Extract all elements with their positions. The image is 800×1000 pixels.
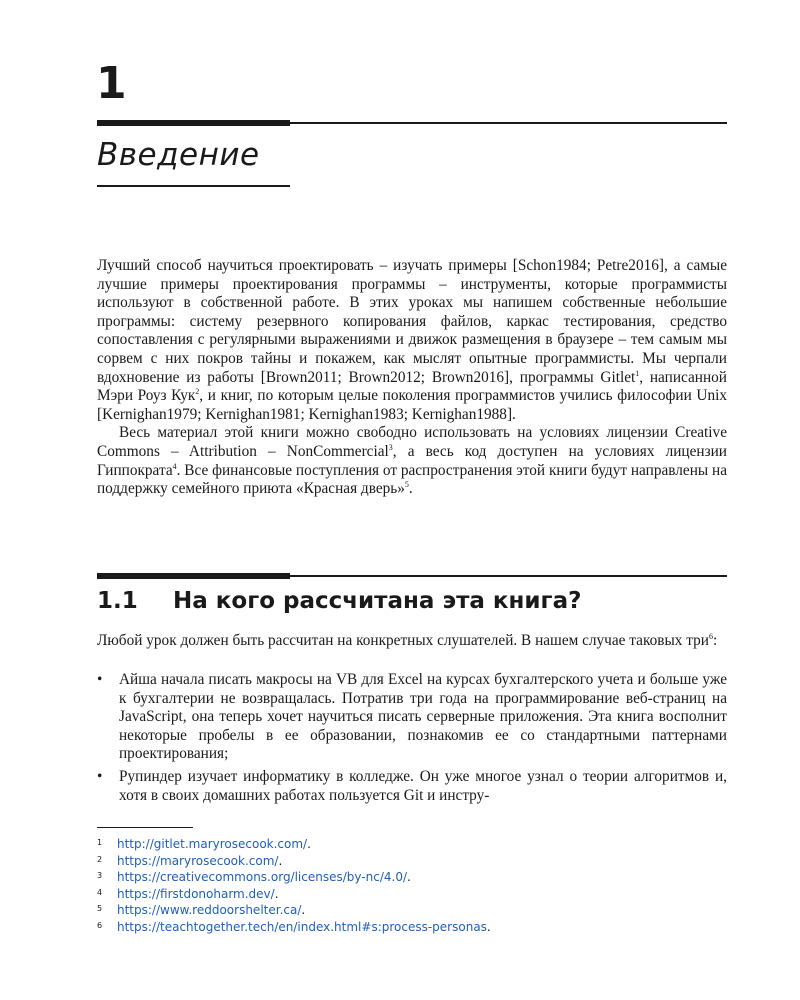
list-item: • Айша начала писать макросы на VB для Excel на курсах бухгалтерского учета и больше уже к бухгалтерии не возвращалась. Потратив три года на программирование веб-страниц на JavaScript, она теперь хочет научиться писать серверные приложения. Эта книга восполнит некоторые пробелы в ее образовании, познакомив ее со стандартными паттернами проектирования; — [97, 671, 727, 763]
footnote-ref[interactable]: 1 — [635, 368, 640, 378]
section-heading — [97, 586, 581, 616]
chapter-number: 1 — [96, 58, 127, 109]
footnote-link[interactable]: https://maryrosecook.com/ — [117, 853, 279, 868]
persona-list — [97, 671, 727, 809]
footnotes-list — [97, 836, 491, 935]
bullet-icon: • — [97, 671, 103, 688]
chapter-title-underline — [97, 185, 290, 187]
footnote-ref[interactable]: 5 — [404, 480, 409, 490]
footnote: 2 https://maryrosecook.com/. — [97, 853, 283, 868]
chapter-rule-thin — [97, 122, 727, 124]
footnote-number: 2 — [97, 854, 103, 864]
footnote-number: 5 — [97, 904, 103, 913]
footnote-number: 4 — [97, 887, 103, 897]
footnote-number: 1 — [97, 838, 103, 847]
intro-text — [97, 257, 727, 499]
footnote-link[interactable]: https://teachtogether.tech/en/index.html#s:process-personas — [117, 919, 487, 934]
intro-paragraph-1: Лучший способ научиться проектировать – изучать примеры [Schon1984; Petre2016], а самые лучшие примеры проектирования программы – инструменты, которые программисты используют в собственной работе. В этих уроках мы напишем собственные небольшие программы: систему резервного копирования файлов, каркас тестирования, средство сопоставления с регулярными выражениями и движок размещения в браузере – тем самым мы сорвем с них покров тайны и покажем, как мыслят опытные программисты. Мы черпали вдохновение из работы [Brown2011; Brown2012; Brown2016], программы Gitlet$^1$, написанной Мэри Роуз Кук$^2$, и книг, по которым целые поколения программистов учились философии Unix [Kernighan1979; Kernighan1981; Kernighan1983; Kernighan1988]. — [97, 257, 728, 423]
footnote-divider — [97, 827, 193, 828]
footnote: 6 https://teachtogether.tech/en/index.html#s:process-personas. — [97, 919, 491, 934]
list-item: • Рупиндер изучает информатику в колледже. Он уже многое узнал о теории алгоритмов и, хотя в своих домашних работах пользуется Git и инстру- — [97, 767, 727, 804]
footnote-link[interactable]: https://firstdonoharm.dev/ — [117, 886, 275, 901]
section-title: На кого рассчитана эта книга? — [173, 588, 582, 614]
footnote: 4 https://firstdonoharm.dev/. — [97, 886, 279, 901]
footnote: 3 https://creativecommons.org/licenses/by-nc/4.0/. — [97, 870, 411, 884]
footnote-ref[interactable]: 6 — [708, 631, 713, 641]
footnote-ref[interactable]: 2 — [195, 387, 200, 397]
section-intro: Любой урок должен быть рассчитан на конкретных слушателей. В нашем случае таковых три$^6$: — [97, 631, 718, 649]
footnote-number: 6 — [97, 920, 103, 930]
footnote: 1 http://gitlet.maryrosecook.com/. — [97, 837, 311, 851]
footnote-number: 3 — [97, 871, 103, 880]
footnote-link[interactable]: https://creativecommons.org/licenses/by-nc/4.0/ — [117, 870, 407, 884]
section-number: 1.1 — [97, 588, 138, 614]
footnote-link[interactable]: https://www.reddoorshelter.ca/ — [117, 903, 302, 917]
intro-paragraph-2: Весь материал этой книги можно свободно использовать на условиях лицензии Creative Commons – Attribution – NonCommercial$^3$, а весь код доступен на условиях лицензии Гиппократа$^4$. Все финансовые поступления от распространения этой книги будут направлены на поддержку семейного приюта «Красная дверь»$^5$. — [97, 424, 727, 498]
footnote-ref[interactable]: 4 — [172, 461, 177, 471]
chapter-title: Введение — [97, 137, 260, 173]
section-rule-thin — [97, 575, 727, 577]
footnote-link[interactable]: http://gitlet.maryrosecook.com/ — [117, 837, 308, 851]
footnote: 5 https://www.reddoorshelter.ca/. — [97, 903, 306, 917]
footnote-ref[interactable]: 3 — [388, 442, 393, 452]
bullet-icon: • — [97, 767, 103, 785]
